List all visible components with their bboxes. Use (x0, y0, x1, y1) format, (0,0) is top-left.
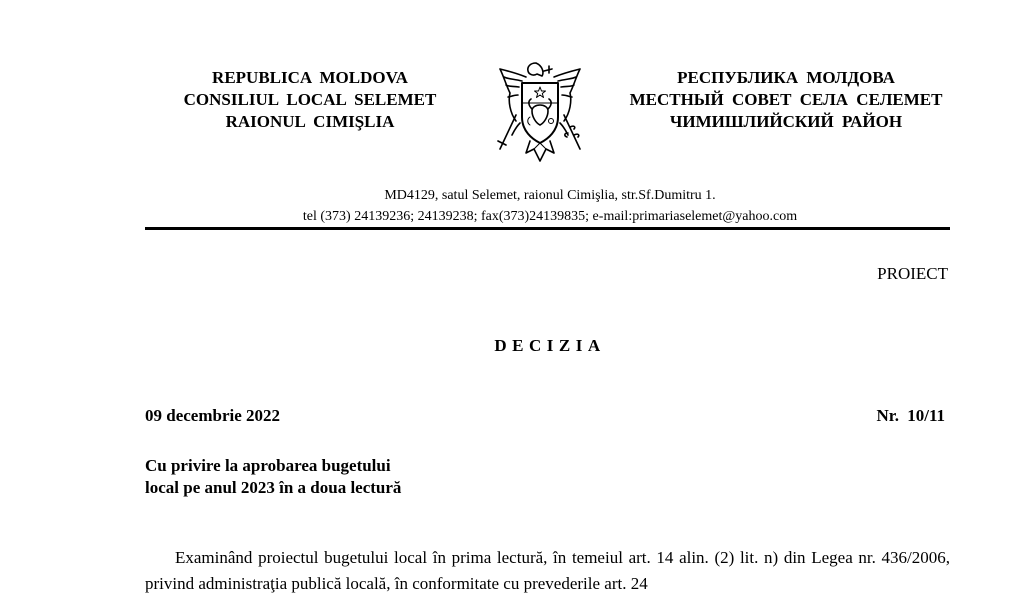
document-subject (145, 455, 505, 499)
contact-address (150, 185, 950, 227)
body-line-1: Examinând proiectul bugetului local în prima lectură, în temeiul art. 14 alin. (2) lit. n) din (175, 548, 806, 567)
header-left-line-2: CONSILIUL LOCAL SELEMET (183, 90, 437, 109)
contact-line: tel (373) 24139236; 24139238; fax(373)24139835; e-mail:primariaselemet@yahoo.com (302, 209, 798, 224)
header-left-line-1: REPUBLICA MOLDOVA (212, 68, 408, 87)
address-line: MD4129, satul Selemet, raionul Cimişlia, str.Sf.Dumitru 1. (384, 188, 716, 203)
body-line-2: Legea nr. 436/2006, privind administraţia publică locală, în conformitate cu prevederile art. 24 (145, 548, 950, 593)
header-right-line-2: МЕСТНЫЙ СОВЕТ СЕЛА СЕЛЕМЕТ (629, 90, 943, 109)
header-right-line-1: РЕСПУБЛИКА МОЛДОВА (677, 68, 895, 87)
moldova-coat-of-arms-icon (486, 57, 594, 173)
document-title: DECIZIA (494, 336, 606, 355)
header-left-line-3: RAIONUL CIMIŞLIA (225, 112, 395, 131)
subject-line-2: local pe anul 2023 în a doua lectură (145, 478, 402, 497)
header-left (150, 67, 470, 133)
body-paragraph (145, 545, 950, 597)
header-right (606, 67, 966, 133)
header-right-line-3: ЧИМИШЛИЙСКИЙ РАЙОН (669, 112, 903, 131)
document-date: 09 decembrie 2022 (145, 406, 281, 425)
document-number: Nr. 10/11 (876, 406, 945, 425)
header-divider (145, 227, 950, 230)
subject-line-1: Cu privire la aprobarea bugetului (145, 456, 391, 475)
draft-status-label: PROIECT (877, 264, 948, 283)
